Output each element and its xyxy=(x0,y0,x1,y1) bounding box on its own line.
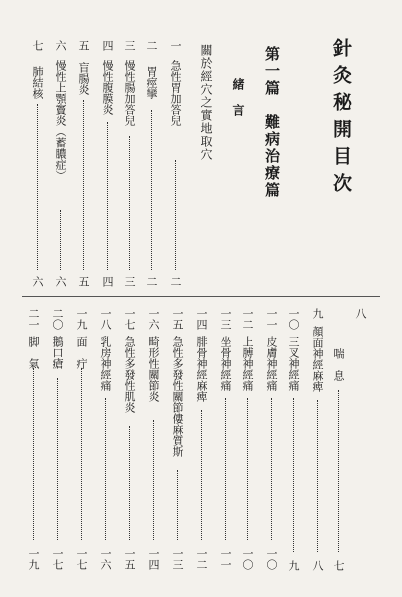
leader-dots xyxy=(225,398,226,540)
entry-title: 急性多發性肌炎 xyxy=(123,336,136,413)
leader-dots xyxy=(129,136,130,270)
entry-number: 一三 xyxy=(219,308,232,330)
entry-page: 一〇 xyxy=(265,548,278,570)
entry-page: 一三 xyxy=(171,548,184,570)
section-divider xyxy=(22,296,380,297)
entry-title: 乳房神經痛 xyxy=(99,336,112,391)
entry-number: 一四 xyxy=(195,308,208,330)
entry-number: 一八 xyxy=(99,308,112,330)
entry-page: 二 xyxy=(169,276,182,287)
entry-number: 六 xyxy=(54,40,67,51)
entry-page: 六 xyxy=(31,276,44,287)
leader-dots xyxy=(177,470,178,540)
entry-title: 慢性上顎竇炎（蓄膿症） xyxy=(54,60,67,181)
entry-title: 鵝口瘡 xyxy=(51,336,64,369)
leader-dots xyxy=(129,426,130,540)
leader-dots xyxy=(83,100,84,270)
entry-number: 一二 xyxy=(241,308,254,330)
entry-number: 二〇 xyxy=(51,308,64,330)
leader-dots xyxy=(175,160,176,270)
entry-title: 急性胃加答兒 xyxy=(169,60,182,126)
entry-page: 一四 xyxy=(147,548,160,570)
entry-number: 一六 xyxy=(147,308,160,330)
entry-page: 一二 xyxy=(195,548,208,570)
entry-page: 七 xyxy=(332,560,345,571)
intro-entry: 關於經穴之實地取穴 xyxy=(199,44,213,161)
leader-dots xyxy=(153,420,154,540)
entry-number: 九 xyxy=(311,308,324,319)
leader-dots xyxy=(247,398,248,540)
entry-number: 一七 xyxy=(123,308,136,330)
entry-page: 六 xyxy=(54,276,67,287)
entry-page: 五 xyxy=(77,276,90,287)
entry-page: 一一 xyxy=(219,548,232,570)
leader-dots xyxy=(338,390,339,552)
entry-page: 一六 xyxy=(99,548,112,570)
leader-dots xyxy=(57,378,58,540)
leader-dots xyxy=(107,122,108,270)
leader-dots xyxy=(33,368,34,540)
entry-title: 胃痙攣 xyxy=(145,66,158,99)
entry-number: 一一 xyxy=(265,308,278,330)
entry-number: 八 xyxy=(354,308,367,319)
entry-number: 二 xyxy=(145,40,158,51)
entry-title: 畸形性關節炎 xyxy=(147,336,160,402)
entry-page: 二 xyxy=(145,276,158,287)
entry-number: 三 xyxy=(123,40,136,51)
entry-page: 九 xyxy=(287,560,300,571)
part-heading: 第一篇 難病治療篇 xyxy=(263,46,281,199)
entry-number: 一 xyxy=(169,40,182,51)
entry-page: 一七 xyxy=(75,548,88,570)
entry-title: 肺結核 xyxy=(31,66,44,99)
leader-dots xyxy=(293,398,294,552)
entry-title: 喘 息 xyxy=(332,348,345,381)
entry-title: 腓骨神經麻痺 xyxy=(195,336,208,402)
toc-title: 針灸秘開目次 xyxy=(330,38,352,200)
entry-title: 慢性腸加答兒 xyxy=(123,60,136,126)
entry-title: 皮膚神經痛 xyxy=(265,336,278,391)
intro-heading: 緒 言 xyxy=(231,78,245,117)
entry-number: 一五 xyxy=(171,308,184,330)
leader-dots xyxy=(105,398,106,540)
entry-title: 盲腸炎 xyxy=(77,62,90,95)
entry-page: 一〇 xyxy=(241,548,254,570)
leader-dots xyxy=(81,368,82,540)
entry-number: 一九 xyxy=(75,308,88,330)
entry-title: 脚 氣 xyxy=(27,336,40,369)
entry-page: 四 xyxy=(101,276,114,287)
entry-page: 一五 xyxy=(123,548,136,570)
entry-page: 一九 xyxy=(27,548,40,570)
leader-dots xyxy=(317,400,318,552)
entry-title: 慢性腹膜炎 xyxy=(101,60,114,115)
leader-dots xyxy=(201,410,202,540)
entry-title: 三叉神經痛 xyxy=(287,336,300,391)
entry-page: 一七 xyxy=(51,548,64,570)
entry-page: 三 xyxy=(123,276,136,287)
entry-title: 坐骨神經痛 xyxy=(219,336,232,391)
entry-title: 上膊神經痛 xyxy=(241,336,254,391)
entry-title: 面 疔 xyxy=(75,336,88,369)
leader-dots xyxy=(37,104,38,270)
leader-dots xyxy=(60,210,61,270)
entry-title: 急性多發性關節僂麻質斯 xyxy=(171,336,184,457)
entry-page: 八 xyxy=(311,560,324,571)
entry-number: 五 xyxy=(77,40,90,51)
leader-dots xyxy=(151,110,152,270)
entry-number: 二一 xyxy=(27,308,40,330)
entry-title: 顏面神經麻痺 xyxy=(311,326,324,392)
entry-number: 一〇 xyxy=(287,308,300,330)
entry-number: 四 xyxy=(101,40,114,51)
entry-number: 七 xyxy=(31,40,44,51)
leader-dots xyxy=(271,398,272,540)
